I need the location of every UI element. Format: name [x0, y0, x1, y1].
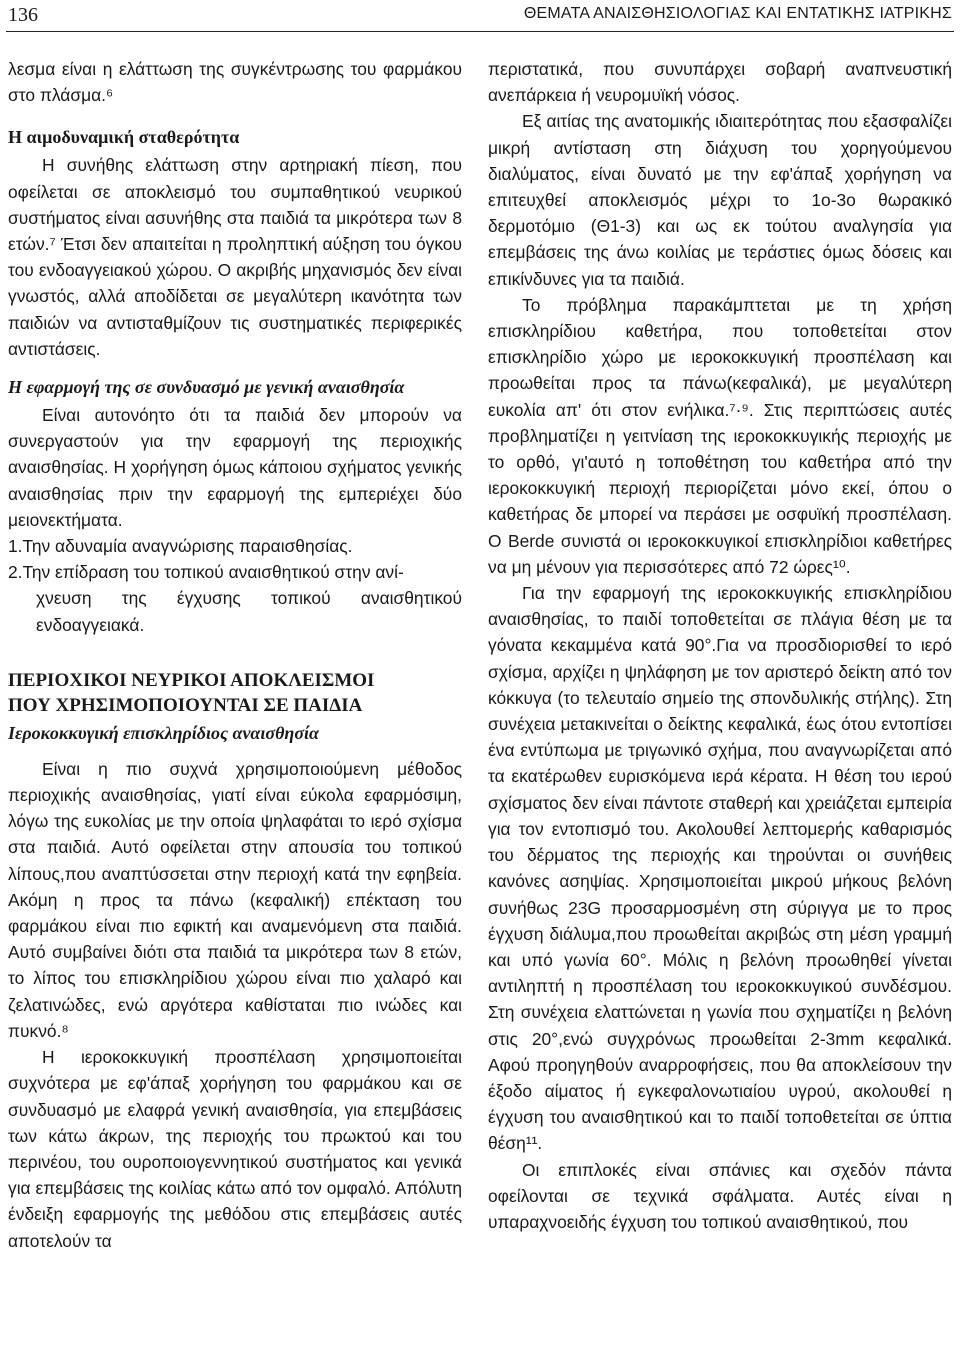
list-item: 1.Την αδυναμία αναγνώρισης παραισθησίας. — [8, 536, 353, 557]
page-number: 136 — [8, 4, 38, 26]
paragraph: Είναι αυτονόητο ότι τα παιδιά δεν μπορούν να συνεργαστούν για την εφαρμογή της περιοχικής αναισθησίας. Η χορήγηση όμως κάποιου σχήματος γενικής αναισθησίας πριν την εφαρμογή της εμπεριέχει δύο μειονεκτήματα. — [8, 405, 462, 530]
running-title: ΘΕΜΑΤΑ ΑΝΑΙΣΘΗΣΙΟΛΟΓΙΑΣ ΚΑΙ ΕΝΤΑΤΙΚΗΣ ΙΑΤΡΙΚΗΣ — [523, 5, 952, 22]
chapter-heading-line-1: ΠΕΡΙΟΧΙΚΟΙ ΝΕΥΡΙΚΟΙ ΑΠΟΚΛΕΙΣΜΟΙ — [8, 669, 375, 691]
header-rule — [6, 31, 954, 32]
paragraph: Εξ αιτίας της ανατομικής ιδιαιτερότητας που εξασφαλίζει μικρή αντίσταση στη διάχυση του χορηγούμενου διαλύματος, είναι δυνατό με την εφ'άπαξ χορήγηση να επιτευχθεί αποκλεισμός μέχρι το 1ο-3ο θωρακικό δερμοτόμιο (Θ1-3) και ως εκ τούτου αναλγησία για επεμβάσεις της άνω κοιλίας με τεράστιες όμως δόσεις και επικίνδυνες για τα παιδιά. — [488, 111, 952, 289]
section-heading: Η αιμοδυναμική σταθερότητα — [8, 127, 240, 148]
right-column — [488, 56, 952, 1235]
left-column — [8, 56, 462, 1254]
list-item-continuation: χνευση της έγχυσης τοπικού αναισθητικού ενδοαγγειακά. — [36, 588, 462, 635]
section-heading: Η εφαρμογή της σε συνδυασμό με γενική αναισθησία — [8, 377, 405, 398]
paragraph: περιστατικά, που συνυπάρχει σοβαρή αναπνευστική ανεπάρκεια ή νευρομυϊκή νόσος. — [488, 59, 952, 106]
paragraph: λεσμα είναι η ελάττωση της συγκέντρωσης του φαρμάκου στο πλάσμα.⁶ — [8, 59, 462, 106]
paragraph: Η συνήθης ελάττωση στην αρτηριακή πίεση, που οφείλεται σε αποκλεισμό του συμπαθητικού νευρικού συστήματος είναι ασυνήθης στα παιδιά τα μικρότερα των 8 ετών.⁷ Έτσι δεν απαιτείται η προληπτική αύξηση του όγκου του ενδοαγγειακού χώρου. Ο ακριβής μηχανισμός δεν είναι γνωστός, αλλά αποδίδεται σε μεγαλύτερη ικανότητα των παιδιών να αντισταθμίζουν τις συστηματικές περιφερικές αντιστάσεις. — [8, 155, 462, 359]
chapter-heading-line-2: ΠΟΥ ΧΡΗΣΙΜΟΠΟΙΟΥΝΤΑΙ ΣΕ ΠΑΙΔΙΑ — [8, 694, 363, 716]
paragraph: Η ιεροκοκκυγική προσπέλαση χρησιμοποιείται συχνότερα με εφ'άπαξ χορήγηση του φαρμάκου και σε συνδυασμό με ελαφρά γενική αναισθησία, για επεμβάσεις των κάτω άκρων, της περιοχής του πρωκτού και του περινέου, του ουροποιογεννητικού συστήματος και γενικά για επεμβάσεις της κοιλίας κάτω από τον ομφαλό. Απόλυτη ένδειξη εφαρμογής της μεθόδου στις επεμβάσεις αυτές αποτελούν τα — [8, 1047, 462, 1251]
paragraph: Είναι η πιο συχνά χρησιμοποιούμενη μέθοδος περιοχικής αναισθησίας, γιατί είναι εύκολα εφαρμόσιμη, λόγω της ευκολίας με την οποία ψηλαφάται το ιερό σχίσμα στα παιδιά. Αυτό οφείλεται στην απουσία του τοπικού λίπους,που αναπτύσσεται στην περιοχή κατά την εφηβεία. Ακόμη η προς τα πάνω (κεφαλική) επέκταση του φαρμάκου είναι πιο εφικτή και αναμενόμενη στα παιδιά. Αυτό συμβαίνει διότι στα παιδιά τα μικρότερα των 8 ετών, το λίπος του επισκληρίδιου χώρου είναι πιο χαλαρό και ζελατινώδες, ενώ αργότερα καθίσταται πιο ινώδες και πυκνό.⁸ — [8, 758, 462, 1041]
subsection-heading: Ιεροκοκκυγική επισκληρίδιος αναισθησία — [8, 722, 319, 743]
list-item: 2.Την επίδραση του τοπικού αναισθητικού στην ανί- — [8, 562, 404, 583]
paragraph: Το πρόβλημα παρακάμπτεται με τη χρήση επισκληρίδιου καθετήρα, που τοποθετείται στον επισκληρίδιο χώρο με ιεροκοκκυγική προσπέλαση και προωθείται προς τα πάνω(κεφαλικά), με μεγαλύτερη ευκολία απ' ότι στον ενήλικα.⁷·⁹. Στις περιπτώσεις αυτές προβληματίζει η γειτνίαση της ιεροκοκκυγικής περιοχής με το ορθό, γι'αυτό η τοποθέτηση του καθετήρα από την ιεροκοκκυγική περιοχή περιορίζεται μόνο εκεί, όπου ο καθετήρας δε μπορεί να περάσει με οσφυϊκή προσπέλαση. Ο Berde συνιστά οι ιεροκοκκυγικοί επισκληρίδιοι καθετήρες να μη μένουν για περισσότερες από 72 ώρες¹⁰. — [488, 294, 952, 577]
page-header — [0, 0, 960, 30]
paragraph: Για την εφαρμογή της ιεροκοκκυγικής επισκληρίδιου αναισθησίας, το παιδί τοποθετείται σε πλάγια θέση με τα γόνατα κεκαμμένα κατά 90°.Για να προσδιορισθεί το ιερό σχίσμα, αρχίζει η ψηλάφηση με τον αριστερό δείκτη από τον κόκκυγα (το τελευταίο σημείο της σπονδυλικής στήλης). Στη συνέχεια μετακινείται ο δείκτης κεφαλικά, έως ότου εντοπίσει ένα εντύπωμα με τριγωνικό σχήμα, που αναγνωρίζεται από τα εκατέρωθεν ευρισκόμενα ιερά κέρατα. Η θέση του ιερού σχίσματος δεν είναι πάντοτε σταθερή και χρειάζεται εμπειρία για τον εντοπισμό του. Ακολουθεί λεπτομερής καθαρισμός του δέρματος της περιοχής και τηρούνται οι συνήθεις κανόνες ασηψίας. Χρησιμοποιείται μικρού μήκους βελόνη συνήθως 23G προσαρμοσμένη στη σύριγγα με το προς έγχυση διάλυμα,που προωθείται ακριβώς στη μέση γραμμή και υπό γωνία 60°. Μόλις η βελόνη προωθηθεί γίνεται αντιληπτή η προσπέλαση του ιεροκοκκυγικού συνδέσμου. Στη συνέχεια ελαττώνεται η γωνία που σχηματίζει η βελόνη στις 20°,ενώ συγχρόνως προωθείται 2-3mm κεφαλικά. Αφού προηγηθούν αναρροφήσεις, που θα αποκλείσουν την έξοδο αίματος ή εγκεφαλονωτιαίου υγρού, ακολουθεί η έγχυση του αναισθητικού και το παιδί τοποθετείται σε ύπτια θέση¹¹. — [488, 583, 952, 1154]
paragraph: Οι επιπλοκές είναι σπάνιες και σχεδόν πάντα οφείλονται σε τεχνικά σφάλματα. Αυτές είναι η υπαραχνοειδής έγχυση του τοπικού αναισθητικού, που — [488, 1159, 952, 1232]
